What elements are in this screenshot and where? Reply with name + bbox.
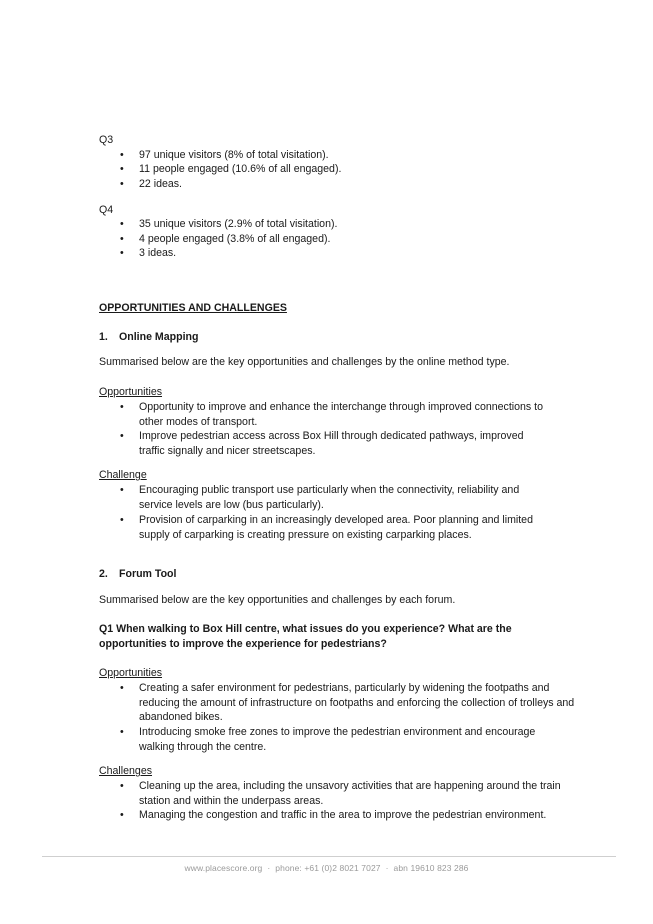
q4-item: 4 people engaged (3.8% of all engaged).: [139, 233, 331, 245]
q3-item: 22 ideas.: [139, 178, 182, 190]
q4-label: Q4: [99, 204, 114, 216]
opportunity-item: Creating a safer environment for pedestrians, particularly by widening the footpaths and reducing the amount of infrastructure on footpaths and enforcing the collection of trolleys and abandoned bikes.: [139, 682, 575, 723]
opportunities-label: Opportunities: [99, 667, 163, 679]
challenge-item: Encouraging public transport use particularly when the connectivity, reliability and service levels are low (bus particularly).: [139, 484, 520, 511]
bullet: [120, 162, 126, 176]
subsection-number: 2.: [99, 568, 108, 580]
subsection-number: 1.: [99, 331, 108, 343]
challenge-item: Cleaning up the area, including the unsavory activities that are happening around the train station and within the underpass areas.: [139, 780, 561, 807]
bullet: [120, 232, 126, 246]
bullet: [120, 779, 126, 793]
opportunity-item: Improve pedestrian access across Box Hill through dedicated pathways, improved traffic signally and nicer streetscapes.: [139, 430, 524, 457]
bullet: [120, 483, 126, 497]
footer-website[interactable]: www.placescore.org: [184, 863, 263, 873]
bullet: [120, 177, 126, 191]
challenges-label: Challenges: [99, 765, 153, 777]
intro-text: Summarised below are the key opportunities and challenges by each forum.: [99, 594, 456, 606]
bullet: [120, 681, 126, 695]
forum-question: Q1 When walking to Box Hill centre, what issues do you experience? What are the opportunities to improve the experience for pedestrians?: [99, 623, 512, 650]
bullet: [120, 400, 126, 414]
bullet: [120, 513, 126, 527]
footer-divider: [42, 856, 616, 857]
bullet: [120, 217, 126, 231]
challenge-item: Provision of carparking in an increasingly developed area. Poor planning and limited supply of carparking is creating pressure on existing carparking places.: [139, 514, 533, 541]
bullet: [120, 429, 126, 443]
footer-abn: abn 19610 823 286: [393, 863, 469, 873]
q3-item: 97 unique visitors (8% of total visitation).: [139, 149, 329, 161]
opportunity-item: Introducing smoke free zones to improve the pedestrian environment and encourage walking through the centre.: [139, 726, 536, 753]
q4-item: 3 ideas.: [139, 247, 177, 259]
bullet: [120, 148, 126, 162]
opportunities-label: Opportunities: [99, 386, 163, 398]
bullet: [120, 246, 126, 260]
challenge-label: Challenge: [99, 469, 147, 481]
footer-separator: ·: [267, 863, 271, 873]
q4-item: 35 unique visitors (2.9% of total visitation).: [139, 218, 338, 230]
q3-item: 11 people engaged (10.6% of all engaged).: [139, 163, 342, 175]
footer-phone: phone: +61 (0)2 8021 7027: [275, 863, 381, 873]
footer-separator: ·: [385, 863, 389, 873]
section-title: OPPORTUNITIES AND CHALLENGES: [99, 302, 287, 314]
opportunity-item: Opportunity to improve and enhance the interchange through improved connections to other modes of transport.: [139, 401, 543, 428]
intro-text: Summarised below are the key opportunities and challenges by the online method type.: [99, 356, 510, 368]
challenge-item: Managing the congestion and traffic in the area to improve the pedestrian environment.: [139, 809, 547, 821]
footer: [0, 863, 653, 873]
subsection-title: Online Mapping: [119, 331, 199, 343]
subsection-title: Forum Tool: [119, 568, 177, 580]
subsection-heading-forum-tool: [99, 567, 176, 581]
bullet: [120, 808, 126, 822]
subsection-heading-online-mapping: [99, 330, 198, 344]
bullet: [120, 725, 126, 739]
q3-label: Q3: [99, 134, 114, 146]
